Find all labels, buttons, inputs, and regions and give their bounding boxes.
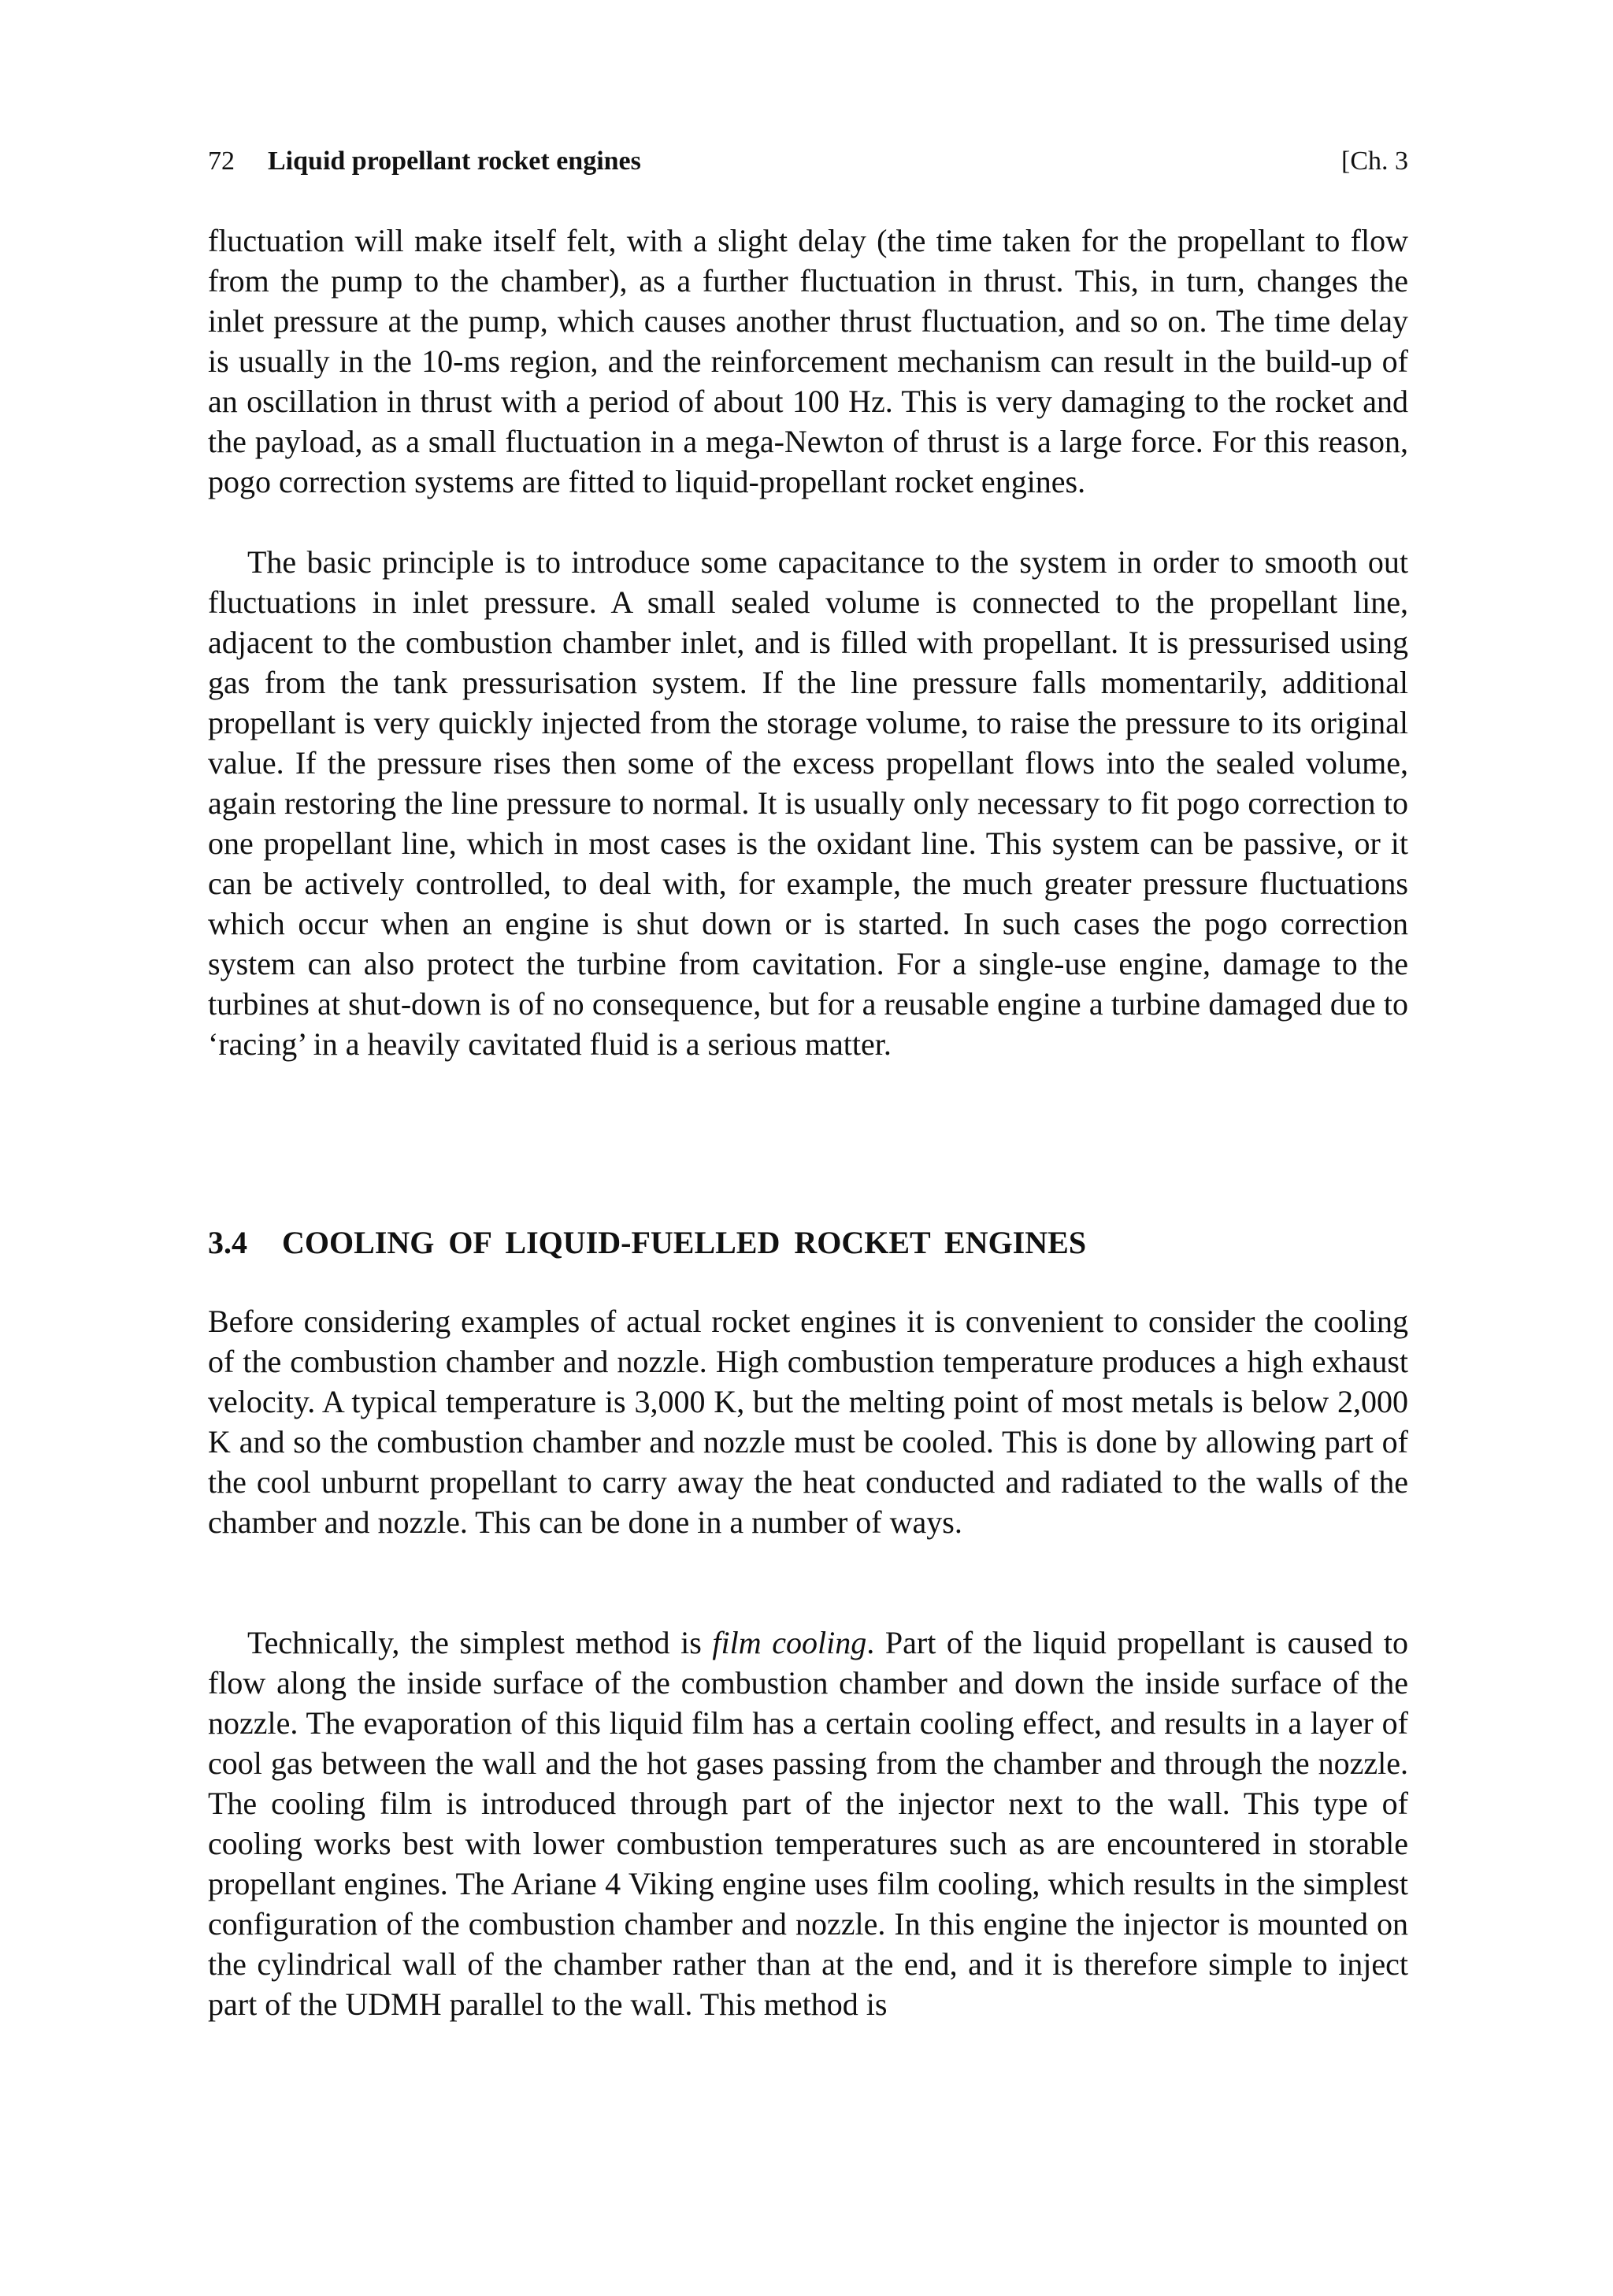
section-number: 3.4 bbox=[208, 1225, 247, 1260]
running-head bbox=[208, 142, 1408, 181]
paragraph-text: . Part of the liquid propellant is caused to flow along the inside surface of the combustion chamber and down the inside surface of the nozzle. The evaporation of this liquid film has a certain cooling effect, and results in a layer of cool gas between the wall and the hot gases passing from the chamber and through the nozzle. The cooling film is introduced through part of the injector next to the wall. This type of cooling works best with lower combustion temperatures such as are encountered in storable propellant engines. The Ariane 4 Viking engine uses film cooling, which results in the simplest configuration of the combustion chamber and nozzle. In this engine the injector is mounted on the cylindrical wall of the chamber rather than at the end, and it is therefore simple to inject part of the UDMH parallel to the wall. This method is bbox=[208, 1625, 1409, 2022]
section-title: COOLING OF LIQUID-FUELLED ROCKET ENGINES bbox=[282, 1225, 1087, 1260]
section-heading bbox=[208, 1221, 1086, 1265]
paragraph-cooling-intro: Before considering examples of actual rocket engines it is convenient to consider the cooling of the combustion chamber and nozzle. High combustion temperature produces a high exhaust velocity. A typical temperature is 3,000 K, but the melting point of most metals is below 2,000 K and so the combustion chamber and nozzle must be cooled. This is done by allowing part of the cool unburnt propellant to carry away the heat conducted and radiated to the walls of the chamber and nozzle. This can be done in a number of ways. bbox=[208, 1304, 1408, 1540]
emphasis-film-cooling: film cooling bbox=[712, 1625, 867, 1660]
paragraph-text: Technically, the simplest method is bbox=[247, 1625, 713, 1660]
paragraph-film-cooling bbox=[208, 1623, 1408, 2024]
chapter-label: [Ch. 3 bbox=[1341, 147, 1408, 176]
paragraph-pogo-correction: The basic principle is to introduce some capacitance to the system in order to smooth out fluctuations in inlet pressure. A small sealed volume is connected to the propellant line, adjacent to the combustion chamber inlet, and is filled with propellant. It is pressurised using gas from the tank pressurisation system. If the line pressure falls momentarily, additional propellant is very quickly injected from the storage volume, to raise the pressure to its original value. If the pressure rises then some of the excess propellant flows into the sealed volume, again restoring the line pressure to normal. It is usually only necessary to fit pogo correction to one propellant line, which in most cases is the oxidant line. This system can be passive, or it can be actively controlled, to deal with, for example, the much greater pressure fluctuations which occur when an engine is shut down or is started. In such cases the pogo correction system can also protect the turbine from cavitation. For a single-use engine, damage to the turbines at shut-down is of no consequence, but for a reusable engine a turbine damaged due to ‘racing’ in a heavily cavitated fluid is a serious matter. bbox=[208, 544, 1408, 1062]
paragraph-pogo-fluctuation: fluctuation will make itself felt, with a slight delay (the time taken for the propellant to flow from the pump to the chamber), as a further fluctuation in thrust. This, in turn, changes the inlet pressure at the pump, which causes another thrust fluctuation, and so on. The time delay is usually in the 10-ms region, and the reinforcement mechanism can result in the build-up of an oscillation in thrust with a period of about 100 Hz. This is very damaging to the rocket and the payload, as a small fluctuation in a mega-Newton of thrust is a large force. For this reason, pogo correction systems are fitted to liquid-propellant rocket engines. bbox=[208, 223, 1408, 499]
running-title: Liquid propellant rocket engines bbox=[268, 147, 641, 176]
page-number: 72 bbox=[208, 147, 235, 176]
